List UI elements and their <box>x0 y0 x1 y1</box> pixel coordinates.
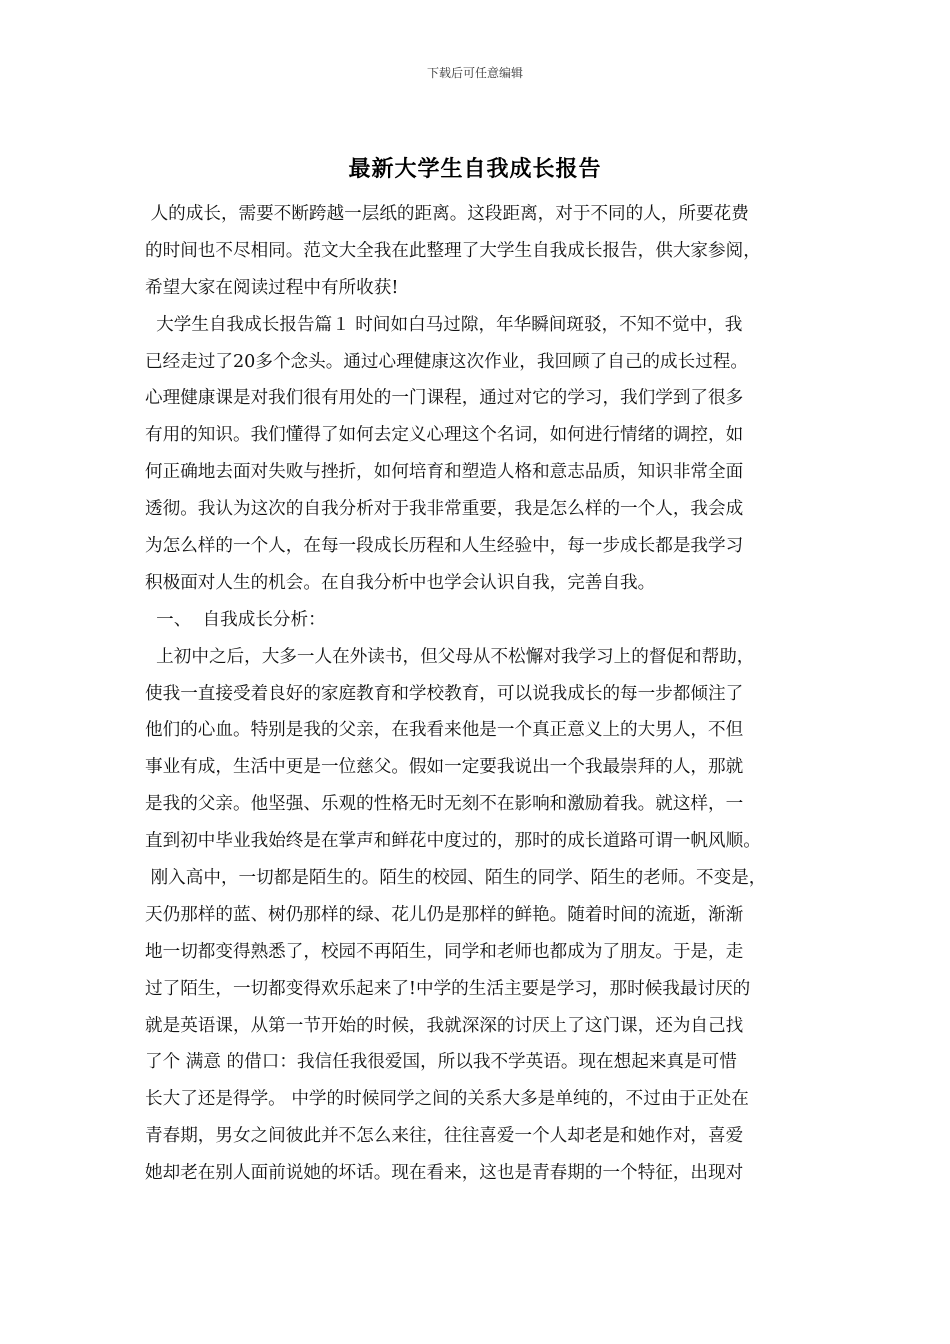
document-title: 最新大学生自我成长报告 <box>348 156 602 182</box>
text-line: 天仍那样的蓝、树仍那样的绿、花儿仍是那样的鲜艳。随着时间的流逝，渐渐 <box>145 904 744 925</box>
text-line: 上初中之后，大多一人在外读书，但父母从不松懈对我学习上的督促和帮助， <box>145 646 755 667</box>
section-heading: 一、 自我成长分析： <box>145 609 326 630</box>
text-line: 有用的知识。我们懂得了如何去定义心理这个名词，如何进行情绪的调控，如 <box>145 425 744 446</box>
text-line: 他们的心血。特别是我的父亲，在我看来他是一个真正意义上的大男人，不但 <box>145 720 744 741</box>
text-line: 她却老在别人面前说她的坏话。现在看来，这也是青春期的一个特征，出现对 <box>145 1163 744 1184</box>
text-line: 积极面对人生的机会。在自我分析中也学会认识自我，完善自我。 <box>145 572 656 593</box>
text-line: 青春期，男女之间彼此并不怎么来往，往往喜爱一个人却老是和她作对，喜爱 <box>145 1126 744 1147</box>
text-line: 地一切都变得熟悉了，校园不再陌生，同学和老师也都成为了朋友。于是，走 <box>145 941 744 962</box>
text-line: 何正确地去面对失败与挫折，如何培育和塑造人格和意志品质，知识非常全面 <box>145 462 744 483</box>
text-line: 了个 满意 的借口：我信任我很爱国，所以我不学英语。现在想起来真是可惜 <box>145 1052 737 1073</box>
text-line: 使我一直接受着良好的家庭教育和学校教育，可以说我成长的每一步都倾注了 <box>145 683 744 704</box>
text-line: 刚入高中，一切都是陌生的。陌生的校园、陌生的同学、陌生的老师。不变是， <box>145 868 767 889</box>
text-line: 大学生自我成长报告篇１ 时间如白马过隙，年华瞬间斑驳，不知不觉中，我 <box>145 314 743 335</box>
text-line: 是我的父亲。他坚强、乐观的性格无时无刻不在影响和激励着我。就这样，一 <box>145 794 744 815</box>
text-line: 心理健康课是对我们很有用处的一门课程，通过对它的学习，我们学到了很多 <box>145 388 744 409</box>
text-line: 希望大家在阅读过程中有所收获! <box>145 277 399 298</box>
text-line: 直到初中毕业我始终是在掌声和鲜花中度过的，那时的成长道路可谓一帆风顺。 <box>145 831 761 852</box>
page-header: 下载后可任意编辑 <box>426 66 523 80</box>
text-line: 已经走过了20多个念头。通过心理健康这次作业，我回顾了自己的成长过程。 <box>145 351 748 372</box>
text-line: 事业有成，生活中更是一位慈父。假如一定要我说出一个我最崇拜的人，那就 <box>145 757 744 778</box>
text-line: 透彻。我认为这次的自我分析对于我非常重要，我是怎么样的一个人，我会成 <box>145 499 744 520</box>
text-line: 人的成长，需要不断跨越一层纸的距离。这段距离，对于不同的人，所要花费 <box>145 204 749 224</box>
text-line: 的时间也不尽相同。范文大全我在此整理了大学生自我成长报告，供大家参阅， <box>145 240 761 261</box>
text-line: 长大了还是得学。 中学的时候同学之间的关系大多是单纯的，不过由于正处在 <box>145 1089 749 1110</box>
text-line: 过了陌生，一切都变得欢乐起来了!中学的生活主要是学习，那时候我最讨厌的 <box>145 978 751 999</box>
text-line: 就是英语课，从第一节开始的时候，我就深深的讨厌上了这门课，还为自己找 <box>145 1015 744 1036</box>
text-line: 为怎么样的一个人，在每一段成长历程和人生经验中，每一步成长都是我学习 <box>145 536 744 557</box>
document-body <box>145 196 810 1192</box>
